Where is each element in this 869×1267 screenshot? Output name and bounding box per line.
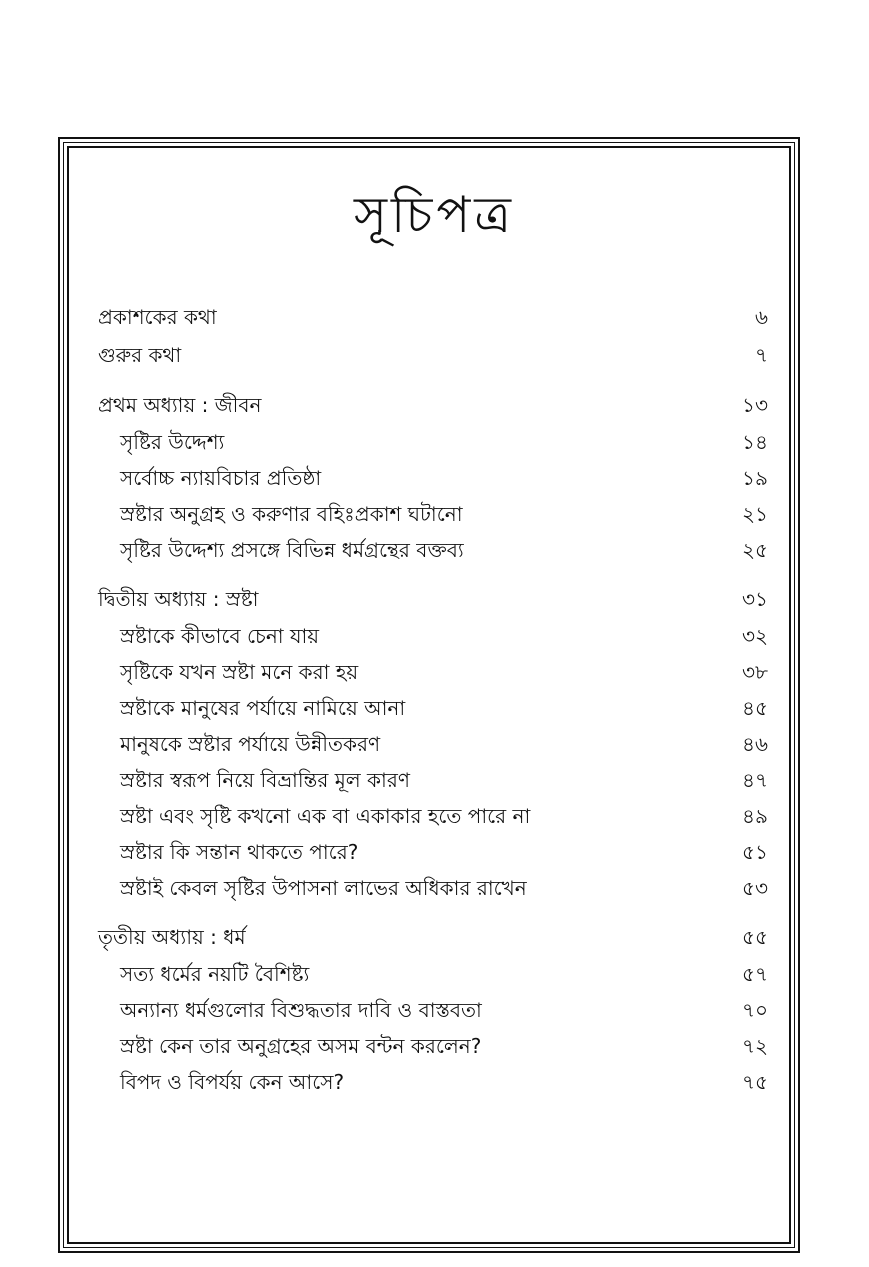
toc-section-entry [98, 836, 768, 872]
toc-section-entry [98, 958, 768, 994]
toc-page-number: ২১ [742, 501, 768, 526]
toc-section-entry [98, 656, 768, 692]
toc-entry-title: মানুষকে স্রষ্টার পর্যায়ে উন্নীতকরণ [120, 731, 381, 756]
toc-entry-title: স্রষ্টার অনুগ্রহ ও করুণার বহিঃপ্রকাশ ঘটানো [120, 501, 463, 526]
toc-page-number: ৫১ [742, 839, 768, 864]
toc-page-number: ৩১ [742, 586, 768, 611]
toc-page-number: ৬ [754, 304, 768, 329]
toc-page-number: ৫৩ [742, 875, 768, 900]
toc-page-number: ৩৮ [742, 659, 768, 684]
toc-entry-title: স্রষ্টার স্বরূপ নিয়ে বিভ্রান্তির মূল কারণ [120, 767, 410, 792]
toc-entry-title: স্রষ্টাকে মানুষের পর্যায়ে নামিয়ে আনা [120, 695, 406, 720]
toc-entry-title: বিপদ ও বিপর্যয় কেন আসে? [120, 1069, 345, 1094]
page-title: সূচিপত্র [354, 186, 515, 244]
toc-section-entry [98, 426, 768, 462]
toc-entry-title: সর্বোচ্চ ন্যায়বিচার প্রতিষ্ঠা [120, 465, 322, 490]
toc-page-number: ৪৬ [742, 731, 768, 756]
toc-page-number: ৭ [754, 342, 768, 367]
table-of-contents [98, 300, 768, 1102]
toc-entry-title: স্রষ্টাই কেবল সৃষ্টির উপাসনা লাভের অধিকার রাখেন [120, 875, 527, 900]
toc-page-number: ১৩ [742, 392, 768, 417]
toc-page-number: ৭৫ [742, 1069, 768, 1094]
toc-page-number: ৭০ [741, 997, 768, 1022]
toc-entry-title: প্রথম অধ্যায় : জীবন [98, 392, 262, 417]
toc-entry-title: গুরুর কথা [98, 342, 182, 367]
toc-section-entry [98, 872, 768, 908]
toc-section-entry [98, 462, 768, 498]
toc-page-number: ১৯ [742, 465, 768, 490]
toc-entry-title: স্রষ্টা কেন তার অনুগ্রহের অসম বন্টন করলেন? [120, 1033, 482, 1058]
toc-entry-title: সত্য ধর্মের নয়টি বৈশিষ্ট্য [120, 961, 310, 986]
toc-section-entry [98, 994, 768, 1030]
toc-section-entry [98, 498, 768, 534]
toc-entry-title: প্রকাশকের কথা [98, 304, 217, 329]
toc-entry-title: তৃতীয় অধ্যায় : ধর্ম [98, 924, 246, 949]
toc-page-number: ৪৫ [742, 695, 768, 720]
toc-section-entry [98, 620, 768, 656]
toc-page-number: ৫৭ [742, 961, 768, 986]
toc-page-number: ৭২ [741, 1033, 768, 1058]
toc-chapter-entry [98, 300, 768, 338]
toc-chapter-entry [98, 388, 768, 426]
toc-entry-title: সৃষ্টির উদ্দেশ্য প্রসঙ্গে বিভিন্ন ধর্মগ্রন্থের বক্তব্য [120, 537, 464, 562]
toc-entry-title: স্রষ্টা এবং সৃষ্টি কখনো এক বা একাকার হতে পারে না [120, 803, 531, 828]
toc-section-entry [98, 764, 768, 800]
toc-entry-title: স্রষ্টার কি সন্তান থাকতে পারে? [120, 839, 359, 864]
toc-chapter-entry [98, 920, 768, 958]
toc-entry-title: সৃষ্টির উদ্দেশ্য [120, 429, 225, 454]
toc-section-entry [98, 1030, 768, 1066]
toc-page-number: ১৪ [742, 429, 768, 454]
toc-section-entry [98, 800, 768, 836]
toc-page-number: ৪৭ [742, 767, 768, 792]
toc-entry-title: দ্বিতীয় অধ্যায় : স্রষ্টা [98, 586, 259, 611]
toc-chapter-entry [98, 338, 768, 376]
toc-page-number: ৪৯ [742, 803, 768, 828]
toc-section-entry [98, 728, 768, 764]
toc-section-entry [98, 1066, 768, 1102]
toc-section-entry [98, 534, 768, 570]
toc-entry-title: স্রষ্টাকে কীভাবে চেনা যায় [120, 623, 320, 648]
toc-chapter-entry [98, 582, 768, 620]
toc-page-number: ৫৫ [742, 924, 768, 949]
toc-section-entry [98, 692, 768, 728]
toc-entry-title: অন্যান্য ধর্মগুলোর বিশুদ্ধতার দাবি ও বাস্তবতা [120, 997, 482, 1022]
toc-page-number: ৩২ [741, 623, 768, 648]
toc-entry-title: সৃষ্টিকে যখন স্রষ্টা মনে করা হয় [120, 659, 359, 684]
toc-page-number: ২৫ [742, 537, 768, 562]
